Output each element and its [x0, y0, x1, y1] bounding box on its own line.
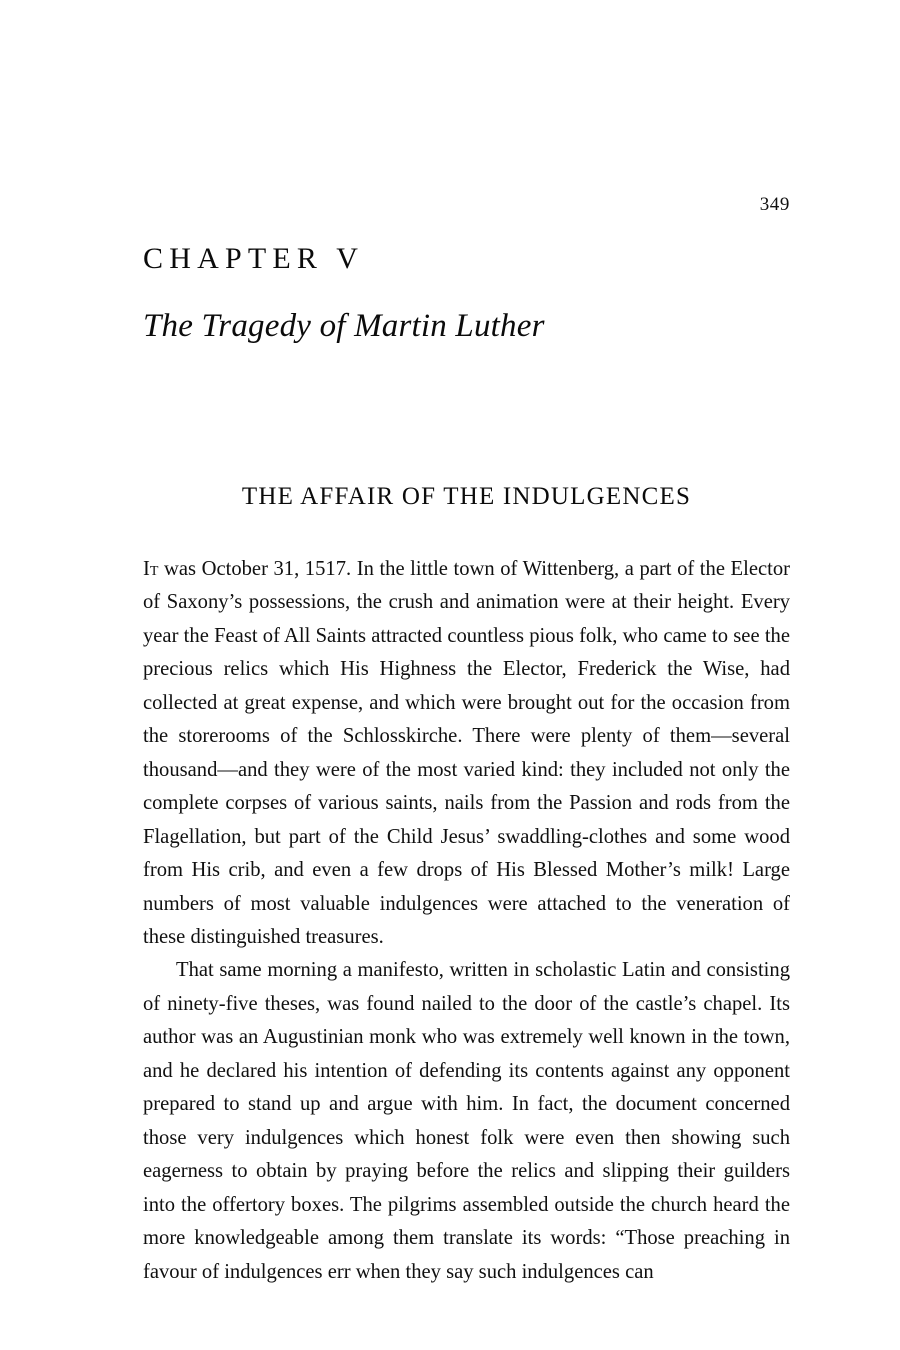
chapter-title: The Tragedy of Martin Luther: [143, 308, 545, 344]
body-text-column: [143, 553, 790, 1289]
chapter-label: CHAPTER V: [143, 242, 365, 275]
paragraph-smallcaps-opening: t: [149, 558, 159, 580]
paragraph-first: [143, 553, 790, 954]
paragraph-first-text: was October 31, 1517. In the little town of Wittenberg, a part of the Elector of Saxony’s possessions, the crush and animation were at their height. Every year the Feast of All Saints attracted countless pious folk, who came to see the precious relics which His Highness the Elector, Frederick the Wise, had collected at great expense, and which were brought out for the occasion from the storerooms of the Schlosskirche. There were plenty of them—several thousand—and they were of the most varied kind: they included not only the complete corpses of various saints, nails from the Passion and rods from the Flagellation, but part of the Child Jesus’ swaddling-clothes and some wood from His crib, and even a few drops of His Blessed Mother’s milk! Large numbers of most valuable indulgences were attached to the veneration of these distinguished treasures.: [143, 558, 790, 948]
paragraph-dropcap-letter: I: [143, 558, 150, 580]
section-heading: THE AFFAIR OF THE INDULGENCES: [241, 483, 692, 510]
paragraph-second: That same morning a manifesto, written in scholastic Latin and consisting of ninety-five theses, was found nailed to the door of the castle’s chapel. Its author was an Augustinian monk who was extremely well known in the town, and he declared his intention of defending its contents against any opponent prepared to stand up and argue with him. In fact, the document concerned those very indulgences which honest folk were even then showing such eagerness to obtain by praying before the relics and slipping their guilders into the offertory boxes. The pilgrims assembled outside the church heard the more knowledgeable among them translate its words: “Those preaching in favour of indulgences err when they say such indulgences can: [143, 959, 790, 1283]
page-number: 349: [759, 194, 790, 215]
